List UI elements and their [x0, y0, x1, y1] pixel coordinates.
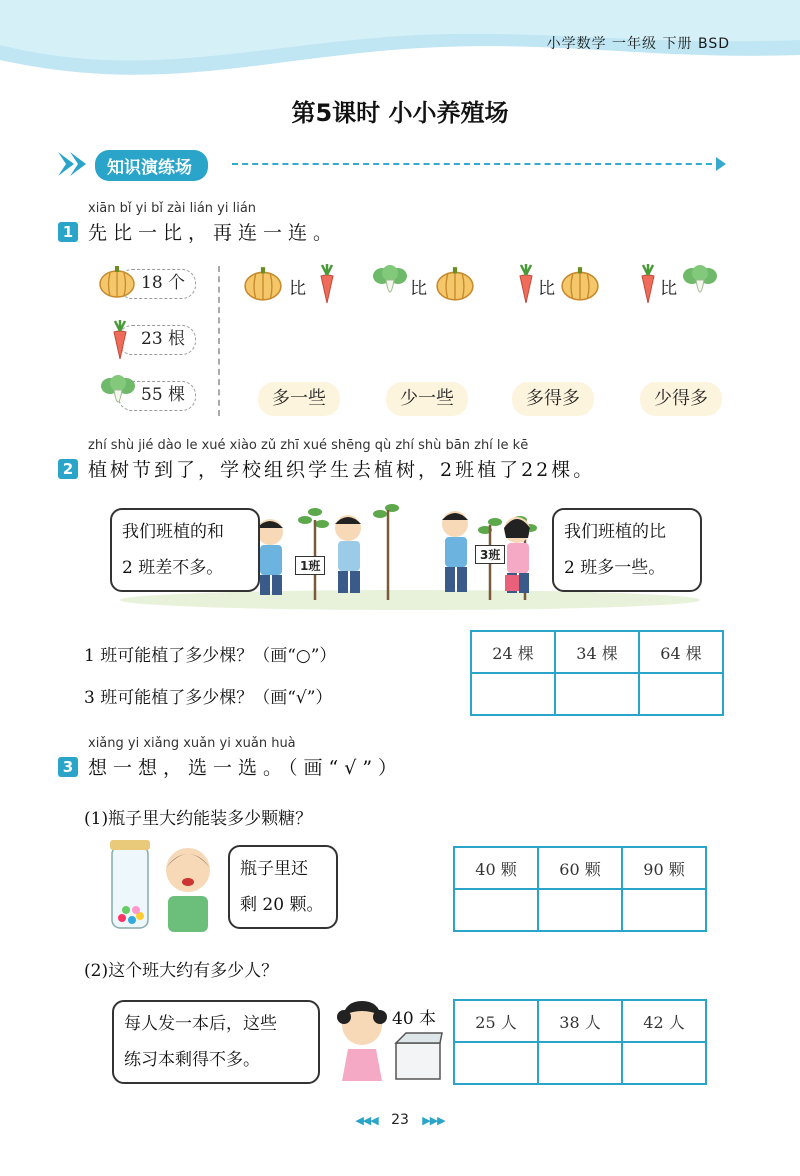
item-pill-pumpkin: 18 个 [118, 269, 196, 299]
q3-sub2-text: (2)这个班大约有多少人？ [84, 961, 279, 981]
section-arrows-icon [56, 150, 96, 178]
divider [218, 266, 220, 416]
carrot-icon [108, 320, 132, 360]
q3-sub1-choice-table [453, 846, 707, 932]
answer-cell[interactable] [639, 673, 723, 715]
q3-sub2-choice-table [453, 999, 707, 1085]
compare-word: 比 [289, 279, 306, 299]
option-cell: 60 颗 [538, 847, 622, 889]
q2-line2: 3 班可能植了多少棵？（画“√”） [84, 688, 333, 708]
carrot-icon [514, 264, 538, 304]
q2-line1: 1 班可能植了多少棵？（画“○”） [84, 646, 337, 666]
q3-number: 3 [58, 757, 78, 777]
cabbage-icon [372, 264, 408, 304]
prev-arrows-icon: ◀◀◀ [355, 1114, 378, 1127]
option-cell: 40 颗 [454, 847, 538, 889]
q1-number: 1 [58, 222, 78, 242]
bubble-line: 我们班植的比 [564, 522, 666, 542]
answer-option[interactable]: 少得多 [640, 382, 722, 416]
class-sign: 1班 [295, 556, 325, 575]
answer-cell[interactable] [622, 1042, 706, 1084]
option-cell: 90 颗 [622, 847, 706, 889]
speech-bubble [228, 845, 338, 929]
bubble-line: 练习本剩得不多。 [124, 1050, 260, 1070]
section-label: 知识演练场 [95, 150, 208, 181]
option-cell: 34 棵 [555, 631, 639, 673]
answer-option[interactable]: 少一些 [386, 382, 468, 416]
compare-word: 比 [410, 279, 427, 299]
compare-word: 比 [660, 279, 677, 299]
page-footer [0, 1112, 800, 1128]
cabbage-icon [682, 264, 718, 304]
answer-cell[interactable] [538, 1042, 622, 1084]
cabbage-icon [100, 374, 136, 414]
answer-option[interactable]: 多一些 [258, 382, 340, 416]
answer-cell[interactable] [454, 1042, 538, 1084]
q3-text: 想一想，选一选。（画“√”） [88, 757, 404, 779]
q3-pinyin: xiǎng yi xiǎng xuǎn yi xuǎn huà [88, 736, 296, 751]
pumpkin-icon [435, 266, 475, 302]
q2-choice-table [470, 630, 724, 716]
q1-pinyin: xiān bǐ yi bǐ zài lián yi lián [88, 201, 257, 216]
option-cell: 24 棵 [471, 631, 555, 673]
pumpkin-icon [98, 265, 136, 299]
item-pill-carrot: 23 根 [118, 325, 196, 355]
bubble-line: 瓶子里还 [240, 859, 308, 879]
carrot-icon [315, 264, 339, 304]
option-cell: 25 人 [454, 1000, 538, 1042]
book-count-label: 40 本 [392, 1009, 437, 1029]
q2-pinyin: zhí shù jié dào le xué xiào zǔ zhī xué shēng qù zhí shù bān zhí le kē [88, 438, 529, 453]
q3-sub1-text: (1)瓶子里大约能装多少颗糖？ [84, 809, 313, 829]
pumpkin-icon [243, 266, 283, 302]
answer-option[interactable]: 多得多 [512, 382, 594, 416]
answer-cell[interactable] [555, 673, 639, 715]
bubble-line: 我们班植的和 [122, 522, 224, 542]
candy-jar-with-boy-illustration [110, 838, 225, 933]
q2-text: 植树节到了，学校组织学生去植树，2班植了22棵。 [88, 459, 596, 481]
answer-cell[interactable] [454, 889, 538, 931]
carrot-icon [636, 264, 660, 304]
compare-word: 比 [538, 279, 555, 299]
speech-bubble-left [110, 508, 260, 592]
next-arrows-icon: ▶▶▶ [422, 1114, 445, 1127]
answer-cell[interactable] [622, 889, 706, 931]
class-sign: 3班 [475, 545, 505, 564]
item-pill-cabbage: 55 棵 [118, 381, 196, 411]
bubble-line: 2 班差不多。 [122, 558, 224, 578]
page-number: 23 [391, 1112, 409, 1128]
lesson-title: 第5课时 小小养殖场 [291, 99, 509, 127]
bubble-line: 每人发一本后，这些 [124, 1014, 277, 1034]
bubble-line: 2 班多一些。 [564, 558, 666, 578]
q2-number: 2 [58, 459, 78, 479]
answer-cell[interactable] [471, 673, 555, 715]
option-cell: 42 人 [622, 1000, 706, 1042]
option-cell: 64 棵 [639, 631, 723, 673]
q1-text: 先比一比，再连一连。 [88, 222, 339, 244]
answer-cell[interactable] [538, 889, 622, 931]
arrow-right-icon [716, 157, 726, 171]
speech-bubble [112, 1000, 320, 1084]
section-divider [232, 163, 722, 165]
pumpkin-icon [560, 266, 600, 302]
book-info: 小学数学 一年级 下册 BSD [546, 36, 730, 52]
option-cell: 38 人 [538, 1000, 622, 1042]
speech-bubble-right [552, 508, 702, 592]
bubble-line: 剩 20 颗。 [240, 895, 324, 915]
